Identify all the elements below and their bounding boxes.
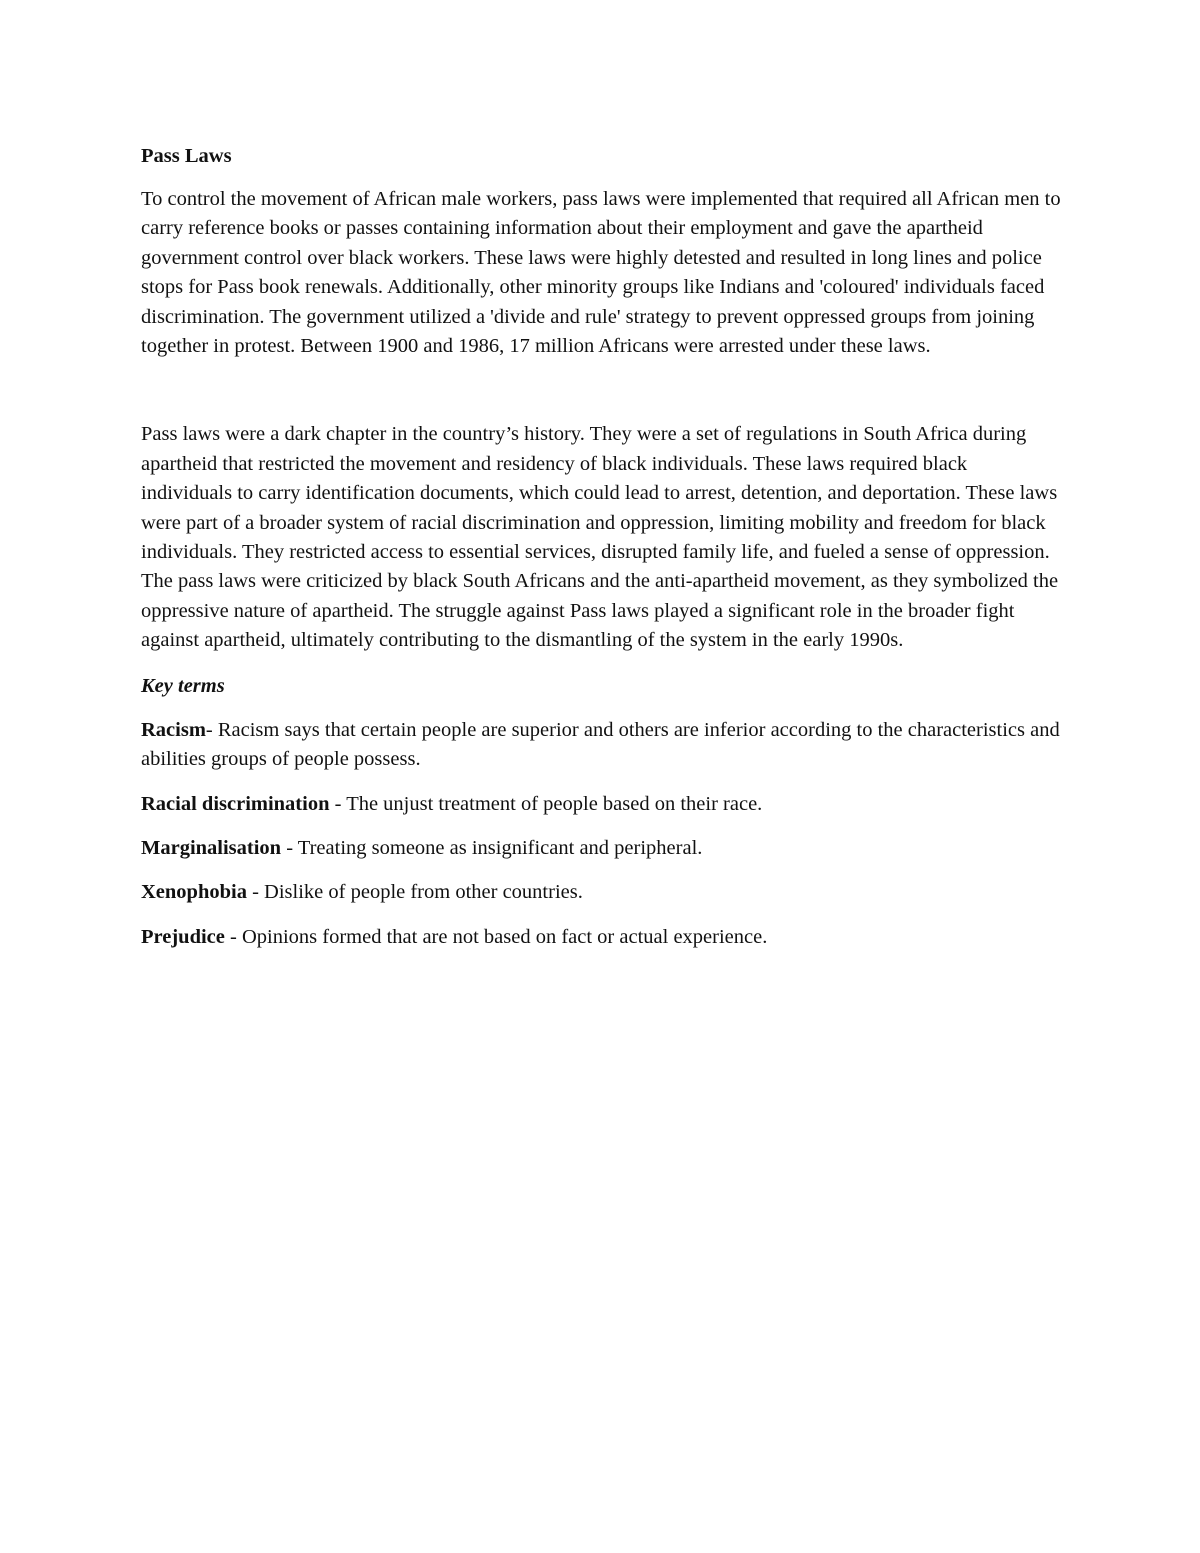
document-title: Pass Laws: [141, 145, 232, 167]
term-definition: - Opinions formed that are not based on fact or actual experience.: [224, 925, 768, 948]
key-term-prejudice: [141, 923, 1061, 952]
document-page: [141, 141, 1061, 967]
key-terms-heading: Key terms: [141, 674, 225, 697]
paragraph-pass-laws-history: Pass laws were a dark chapter in the country’s history. They were a set of regulations in South Africa during apartheid that restricted the movement and residency of black individuals. These laws required black individuals to carry identification documents, which could lead to arrest, detention, and deportation. These laws were part of a broader system of racial discrimination and oppression, limiting mobility and freedom for black individuals. They restricted access to essential services, disrupted family life, and fueled a sense of oppression. The pass laws were criticized by black South Africans and the anti-apartheid movement, as they symbolized the oppressive nature of apartheid. The struggle against Pass laws played a significant role in the broader fight against apartheid, ultimately contributing to the dismantling of the system in the early 1990s.: [141, 423, 1059, 652]
key-term-racial-discrimination: [141, 790, 1061, 819]
term-name: Xenophobia: [141, 881, 247, 904]
key-term-racism: [141, 716, 1061, 775]
key-term-xenophobia: [141, 878, 1061, 907]
term-name: Marginalisation: [141, 836, 282, 859]
term-definition: - The unjust treatment of people based on their race.: [329, 792, 763, 815]
paragraph-pass-laws-intro: To control the movement of African male workers, pass laws were implemented that required all African men to carry reference books or passes containing information about their employment and gave the apartheid government control over black workers. These laws were highly detested and resulted in long lines and police stops for Pass book renewals. Additionally, other minority groups like Indians and 'coloured' individuals faced discrimination. The government utilized a 'divide and rule' strategy to prevent oppressed groups from joining together in protest. Between 1900 and 1986, 17 million Africans were arrested under these laws.: [141, 188, 1061, 358]
term-name: Prejudice: [141, 925, 225, 948]
term-name: Racial discrimination: [141, 792, 330, 815]
term-definition: - Dislike of people from other countries.: [246, 881, 583, 904]
term-definition: - Racism says that certain people are superior and others are inferior according to the characteristics and abilities groups of people possess.: [141, 718, 1060, 771]
key-term-marginalisation: [141, 834, 1061, 863]
term-name: Racism: [141, 718, 206, 741]
term-definition: - Treating someone as insignificant and peripheral.: [281, 836, 703, 859]
